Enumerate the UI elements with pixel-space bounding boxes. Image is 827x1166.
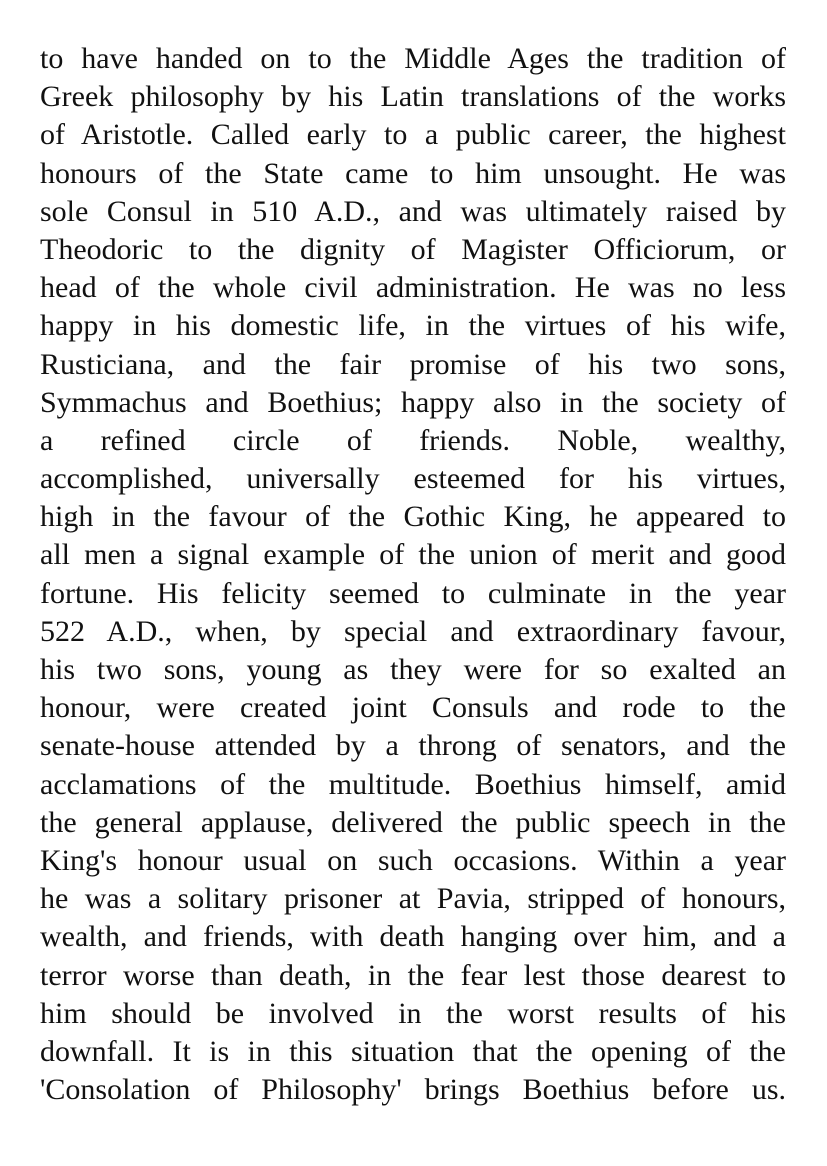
- text-line: he was a solitary prisoner at Pavia, stripped of honours,: [40, 882, 786, 916]
- text-line: acclamations of the multitude. Boethius himself, amid: [40, 767, 786, 801]
- text-line: honours of the State came to him unsought. He was: [40, 156, 786, 190]
- text-line: terror worse than death, in the fear lest those dearest to: [40, 958, 786, 992]
- text-line: him should be involved in the worst results of his: [40, 996, 786, 1030]
- text-line: King's honour usual on such occasions. Within a year: [40, 843, 786, 877]
- text-line: all men a signal example of the union of merit and good: [40, 538, 786, 572]
- text-line: honour, were created joint Consuls and rode to the: [40, 691, 786, 725]
- text-line: high in the favour of the Gothic King, he appeared to: [40, 500, 786, 534]
- body-text: [40, 40, 786, 1109]
- text-line: Greek philosophy by his Latin translations of the works: [40, 80, 786, 114]
- text-line: fortune. His felicity seemed to culminate in the year: [40, 576, 786, 610]
- text-line: his two sons, young as they were for so exalted an: [40, 653, 786, 686]
- text-line: 522 A.D., when, by special and extraordinary favour,: [40, 614, 786, 648]
- text-line: senate-house attended by a throng of senators, and the: [40, 729, 786, 763]
- text-line: 'Consolation of Philosophy' brings Boethius before us.: [40, 1073, 786, 1107]
- text-line: wealth, and friends, with death hanging over him, and a: [40, 920, 786, 954]
- text-line: of Aristotle. Called early to a public career, the highest: [40, 118, 786, 152]
- text-line: to have handed on to the Middle Ages the tradition of: [40, 42, 786, 75]
- text-line: head of the whole civil administration. He was no less: [40, 271, 786, 305]
- text-line: Rusticiana, and the fair promise of his two sons,: [40, 347, 786, 381]
- text-line: downfall. It is in this situation that the opening of the: [40, 1034, 786, 1068]
- text-line: a refined circle of friends. Noble, wealthy,: [40, 423, 786, 457]
- text-line: accomplished, universally esteemed for his virtues,: [40, 462, 786, 496]
- text-line: sole Consul in 510 A.D., and was ultimately raised by: [40, 194, 786, 228]
- text-line: the general applause, delivered the public speech in the: [40, 805, 786, 839]
- text-line: happy in his domestic life, in the virtues of his wife,: [40, 309, 786, 343]
- text-line: Theodoric to the dignity of Magister Officiorum, or: [40, 232, 786, 266]
- text-line: Symmachus and Boethius; happy also in the society of: [40, 385, 786, 419]
